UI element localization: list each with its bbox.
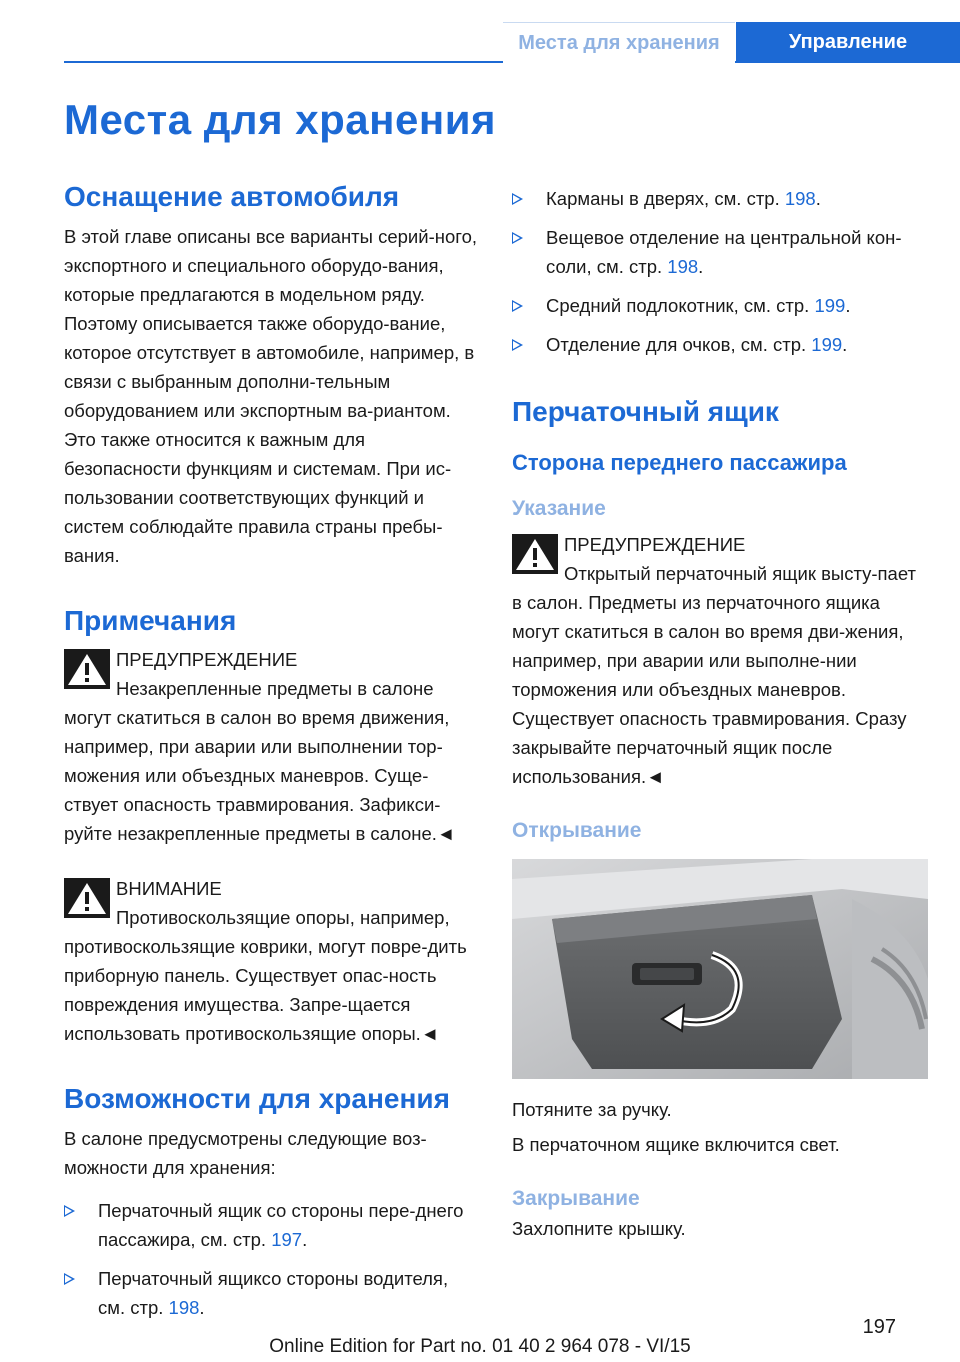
triangle-bullet-icon — [512, 232, 523, 244]
triangle-bullet-icon — [512, 193, 523, 205]
triangle-bullet-icon — [512, 339, 523, 351]
storage-intro: В салоне предусмотрены следующие воз-можности для хранения: — [64, 1127, 427, 1178]
warning-triangle-icon — [64, 878, 110, 918]
triangle-bullet-icon — [64, 1205, 75, 1217]
list-item — [64, 1196, 480, 1254]
list-item-end: . — [302, 1228, 308, 1250]
warning-3-label: ПРЕДУПРЕЖДЕНИЕ — [564, 534, 746, 556]
page-link[interactable]: 197 — [271, 1228, 303, 1250]
equipment-heading: Оснащение автомобиля — [64, 181, 400, 212]
list-item — [512, 223, 928, 281]
list-item — [512, 330, 928, 359]
page-number: 197 — [862, 1316, 896, 1338]
list-item-text: Перчаточный ящик со стороны пере-днего пассажира, см. стр. — [98, 1199, 464, 1250]
page-title: Места для хранения — [64, 96, 497, 143]
glovebox-subheading: Сторона переднего пассажира — [512, 449, 847, 475]
header-chapter-tab[interactable]: Управление — [736, 22, 960, 62]
list-item-text: Отделение для очков, см. стр. — [546, 334, 812, 355]
storage-heading: Возможности для хранения — [64, 1083, 450, 1115]
list-item-end: . — [698, 256, 704, 277]
left-column — [64, 180, 480, 1332]
storage-list-right — [512, 184, 928, 359]
page-link[interactable]: 199 — [814, 295, 846, 316]
header-section-tab[interactable]: Места для хранения — [503, 22, 735, 63]
list-item-text: Перчаточный ящиксо стороны водителя, см. стр. — [98, 1267, 449, 1318]
list-item — [512, 291, 928, 320]
triangle-bullet-icon — [64, 1273, 75, 1285]
warning-3-text: Открытый перчаточный ящик высту-пает в салон. Предметы из перчаточного ящика могут скатиться в салон во время дви-жения, например, при аварии или выполне-нии торможения или объездных маневров. Существует опасность травмирования. Сразу закрывайте перчаточный ящик после использования.◄ — [512, 563, 916, 788]
warning-block-1 — [64, 645, 480, 848]
opening-text-1: Потяните за ручку. — [512, 1098, 672, 1120]
list-item-end: . — [842, 334, 848, 355]
warning-block-2 — [64, 874, 480, 1048]
list-item-text: Средний подлокотник, см. стр. — [546, 295, 815, 316]
list-item-end: . — [815, 188, 821, 209]
list-item-text: Карманы в дверях, см. стр. — [546, 188, 785, 209]
warning-1-label: ПРЕДУПРЕЖДЕНИЕ — [116, 649, 298, 671]
warning-2-label: ВНИМАНИЕ — [116, 878, 222, 900]
warning-triangle-icon — [64, 649, 110, 689]
storage-list-left — [64, 1196, 480, 1322]
edition-footer: Online Edition for Part no. 01 40 2 964 078 - VI/15 — [269, 1336, 691, 1357]
page-link[interactable]: 198 — [168, 1296, 200, 1318]
right-column — [512, 180, 928, 1243]
glovebox-image-icon — [512, 859, 928, 1079]
list-item-text: Вещевое отделение на центральной кон-соли, см. стр. — [546, 227, 902, 277]
list-item — [512, 184, 928, 213]
warning-1-text: Незакрепленные предметы в салоне могут скатиться в салон во время движения, например, при аварии или выполнении тор-можения или объездных маневров. Суще-ствует опасность травмирования. Зафикси-руйте незакрепленные предметы в салоне.◄ — [64, 678, 456, 845]
page-link[interactable]: 198 — [784, 188, 816, 209]
opening-heading: Открывание — [512, 819, 642, 843]
glovebox-illustration — [512, 859, 928, 1079]
list-item-end: . — [845, 295, 851, 316]
page-link[interactable]: 198 — [667, 256, 699, 277]
warning-triangle-icon — [512, 534, 558, 574]
equipment-text: В этой главе описаны все варианты серий-ного, экспортного и специального оборудо-вания, которые предлагаются в модельном ряду. Поэтому описывается также оборудо-вание, которое отсутствует в автомобиле, например, в связи с выбранным дополни-тельным оборудованием или экспортным ва-риантом. Это также относится к важным для безопасности функциям и системам. При ис-пользовании соответствующих функций и систем соблюдайте правила страны пребы-вания. — [64, 225, 478, 566]
page-link[interactable]: 199 — [811, 334, 843, 355]
glovebox-heading: Перчаточный ящик — [512, 396, 779, 427]
warning-block-3 — [512, 530, 928, 791]
note-heading: Указание — [512, 497, 606, 521]
closing-text: Захлопните крышку. — [512, 1218, 686, 1240]
list-item-end: . — [199, 1296, 205, 1318]
opening-text-2: В перчаточном ящике включится свет. — [512, 1133, 840, 1155]
warning-2-text: Противоскользящие опоры, например, противоскользящие коврики, могут повре-дить приборную панель. Существует опас-ность повреждения имущества. Запре-щается использовать противоскользящие опоры.◄ — [64, 907, 467, 1045]
closing-heading: Закрывание — [512, 1186, 640, 1210]
notes-heading: Примечания — [64, 604, 237, 636]
triangle-bullet-icon — [512, 300, 523, 312]
list-item — [64, 1264, 480, 1322]
